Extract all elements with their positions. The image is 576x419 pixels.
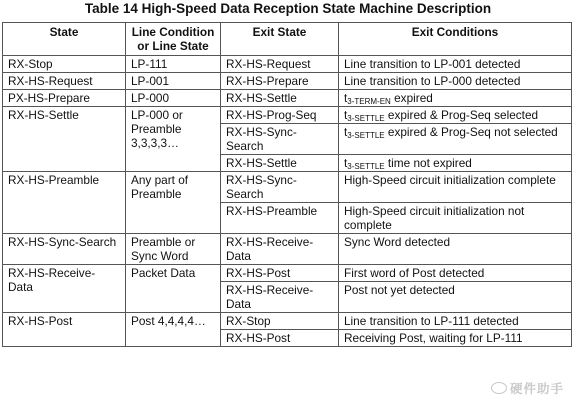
exit-state-cell: RX-HS-Settle [221,155,339,172]
exit-condition-cell [339,90,572,107]
exit-state-cell: RX-HS-Settle [221,90,339,107]
table-row [3,313,572,330]
timer-subscript: 3-SETTLE [347,114,385,123]
line-condition-cell: Preamble or Sync Word [126,234,221,265]
exit-condition-cell [339,124,572,155]
table-row [3,172,572,203]
state-cell: PX-HS-Prepare [3,90,126,107]
condition-text: expired & Prog-Seq not selected [384,125,558,139]
table-row [3,73,572,90]
table-row [3,90,572,107]
line-condition-cell: LP-001 [126,73,221,90]
watermark-text: 硬件助手 [509,382,564,396]
state-machine-table [2,22,572,347]
exit-condition-cell: First word of Post detected [339,265,572,282]
exit-condition-cell: Line transition to LP-001 detected [339,56,572,73]
exit-state-cell: RX-HS-Prepare [221,73,339,90]
exit-condition-cell: High-Speed circuit initialization not complete [339,203,572,234]
exit-state-cell: RX-HS-Sync-Search [221,172,339,203]
table-row [3,265,572,282]
timer-subscript: 3-TERM-EN [347,97,391,106]
exit-condition-cell: Line transition to LP-111 detected [339,313,572,330]
header-line-condition: Line Condition or Line State [126,23,221,56]
state-cell: RX-HS-Receive-Data [3,265,126,313]
header-state: State [3,23,126,56]
exit-condition-cell: Receiving Post, waiting for LP-111 [339,330,572,347]
exit-state-cell: RX-HS-Receive-Data [221,282,339,313]
exit-condition-cell: High-Speed circuit initialization complete [339,172,572,203]
line-condition-cell: LP-000 or Preamble 3,3,3,3… [126,107,221,172]
exit-state-cell: RX-HS-Sync-Search [221,124,339,155]
exit-condition-cell [339,107,572,124]
condition-text: expired & Prog-Seq selected [384,108,539,122]
line-condition-cell: LP-000 [126,90,221,107]
timer-symbol: t [344,156,348,170]
exit-state-cell: RX-HS-Post [221,330,339,347]
state-cell: RX-Stop [3,56,126,73]
header-exit-state: Exit State [221,23,339,56]
timer-symbol: t [344,125,348,139]
watermark [491,379,564,397]
state-cell: RX-HS-Sync-Search [3,234,126,265]
exit-condition-cell [339,155,572,172]
condition-text: expired [390,91,433,105]
header-exit-conditions: Exit Conditions [339,23,572,56]
exit-condition-cell: Line transition to LP-000 detected [339,73,572,90]
table-row [3,56,572,73]
line-condition-cell: Packet Data [126,265,221,313]
timer-subscript: 3-SETTLE [347,162,385,171]
timer-subscript: 3-SETTLE [347,131,385,140]
condition-text: time not expired [384,156,472,170]
timer-symbol: t [344,108,348,122]
state-cell: RX-HS-Post [3,313,126,347]
exit-state-cell: RX-HS-Post [221,265,339,282]
line-condition-cell: Post 4,4,4,4… [126,313,221,347]
state-cell: RX-HS-Settle [3,107,126,172]
exit-condition-cell: Sync Word detected [339,234,572,265]
line-condition-cell: LP-111 [126,56,221,73]
header-row [3,23,572,56]
wechat-logo-icon [491,382,507,394]
exit-state-cell: RX-Stop [221,313,339,330]
table-title: Table 14 High-Speed Data Reception State Machine Description [84,1,492,16]
timer-symbol: t [344,91,348,105]
exit-state-cell: RX-HS-Prog-Seq [221,107,339,124]
exit-state-cell: RX-HS-Request [221,56,339,73]
exit-state-cell: RX-HS-Receive-Data [221,234,339,265]
state-cell: RX-HS-Preamble [3,172,126,234]
exit-condition-cell: Post not yet detected [339,282,572,313]
line-condition-cell: Any part of Preamble [126,172,221,234]
state-cell: RX-HS-Request [3,73,126,90]
table-row [3,234,572,265]
table-row [3,107,572,124]
exit-state-cell: RX-HS-Preamble [221,203,339,234]
